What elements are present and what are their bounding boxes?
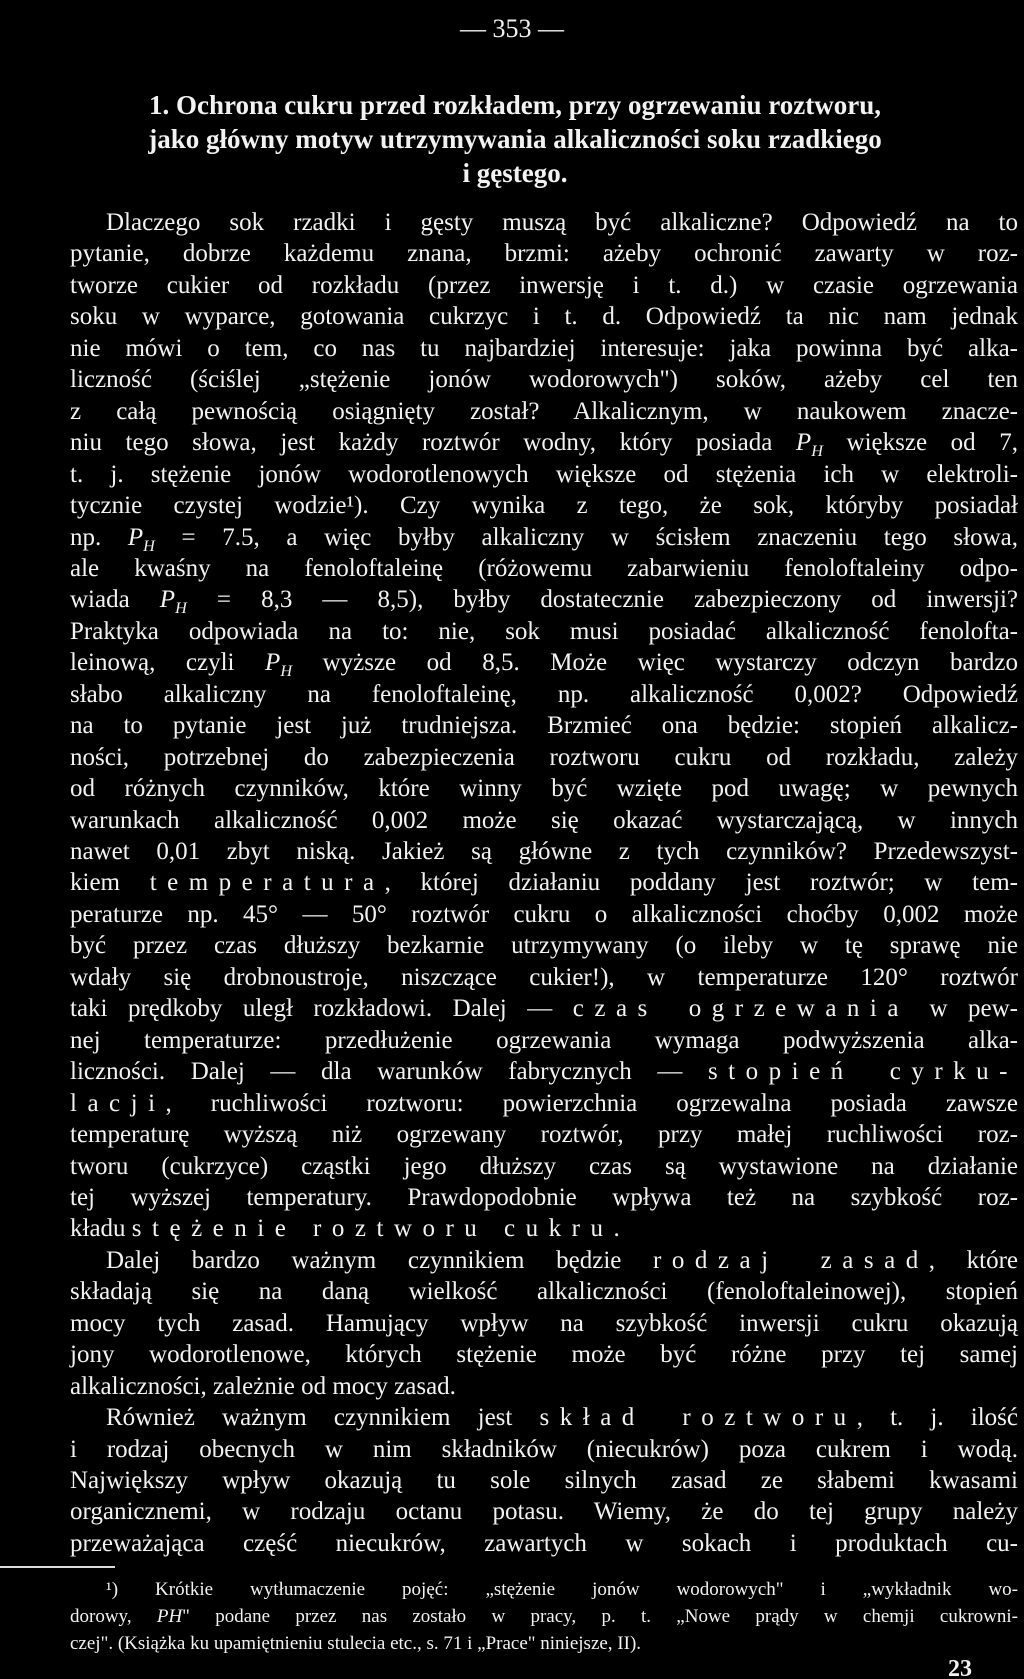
text-run: t. j. stężenie jonów wodorotlenowych większe od stężenia ich w elektroli- <box>70 460 1018 488</box>
text-run: = 8,3 — 8,5), byłby dostatecznie zabezpieczony od inwersji? <box>186 586 1018 614</box>
body-line <box>70 271 1018 301</box>
text-run: , które <box>928 1246 1018 1274</box>
text-run: soku w wyparce, gotowania cukrzyc i t. d. Odpowiedź ta nic nam jednak <box>70 303 1018 331</box>
italic-text: PH <box>156 1606 183 1627</box>
text-run: mocy tych zasad. Hamujący wpływ na szybkość inwersji cukru okazują <box>70 1309 1018 1337</box>
text-run: tworu (cukrzyce) cząstki jego dłuższy czas są wystawione na działanie <box>70 1152 1018 1180</box>
title-line: 1. Ochrona cukru przed rozkładem, przy ogrzewaniu roztworu, <box>149 90 881 120</box>
text-run: np. <box>70 523 128 551</box>
text-run: nie mówi o tem, co nas tu najbardziej interesuje: jaka powinna być alka- <box>70 334 1018 362</box>
text-run: liczność (ściślej „stężenie jonów wodorowych") soków, ażeby cel ten <box>70 366 1018 394</box>
text-run: nej temperaturze: przedłużenie ogrzewania wymaga podwyższenia alka- <box>70 1026 1018 1054</box>
title-line: i gęstego. <box>462 158 568 188</box>
body-line <box>70 1089 1018 1119</box>
ph-symbol: $P_H$ <box>795 429 823 461</box>
body-line <box>70 774 1018 804</box>
ph-symbol: $P_H$ <box>265 649 293 681</box>
text-run: = 7.5, a więc byłby alkaliczny w ścisłem znaczeniu tego słowa, <box>154 523 1018 551</box>
text-run: kiem <box>70 869 150 897</box>
body-line <box>70 994 1018 1024</box>
spaced-emphasis: stężenie roztworu cukru <box>131 1215 614 1243</box>
title-line: jako główny motyw utrzymywania alkaliczności soku rzadkiego <box>148 124 882 154</box>
text-run: w pew- <box>908 995 1019 1023</box>
text-run: tworze cukier od rozkładu (przez inwersję i t. d.) w czasie ogrzewania <box>70 271 1018 299</box>
text-run: alkaliczności, zależnie od mocy zasad. <box>70 1372 456 1400</box>
text-run: peraturze np. 45° — 50° roztwór cukru o alkaliczności choćby 0,002 może <box>70 900 1018 928</box>
body-line <box>70 1026 1018 1056</box>
text-run: tycznie czystej wodzie¹). Czy wynika z tego, że sok, któryby posiadał <box>70 492 1018 520</box>
text-run: czej". (Książka ku upamiętnieniu stulecia etc., s. 71 i „Prace" niniejsze, II). <box>70 1633 642 1654</box>
body-line <box>70 239 1018 269</box>
body-line <box>70 208 1018 238</box>
spaced-emphasis: lacji <box>70 1089 166 1117</box>
body-line <box>70 460 1018 490</box>
body-line <box>70 931 1018 961</box>
body-line <box>70 1246 1018 1276</box>
body-line <box>70 302 1018 332</box>
text-run: wyższe od 8,5. Może więc wystarczy odczyn bardzo <box>292 649 1018 677</box>
text-run: Również ważnym czynnikiem jest <box>106 1404 540 1432</box>
text-run: wdały się drobnoustroje, niszczące cukier!), w temperaturze 120° roztwór <box>70 963 1018 991</box>
text-run: niu tego słowa, jest każdy roztwór wodny, który posiada <box>70 429 796 457</box>
body-line <box>70 1497 1018 1527</box>
body-line <box>70 1529 1018 1559</box>
body-line <box>70 1214 1018 1244</box>
text-run: od różnych czynników, które winny być wzięte pod uwagę; w pewnych <box>70 775 1018 803</box>
text-run: leinową, czyli <box>70 649 266 677</box>
spaced-emphasis: temperatura <box>149 869 385 897</box>
body-line <box>70 1183 1018 1213</box>
text-run: ale kwaśny na fenoloftaleinę (różowemu zabarwieniu fenoloftaleiny odpo- <box>70 554 1018 582</box>
text-run: warunkach alkaliczność 0,002 może się okazać wystarczającą, w innych <box>70 806 1018 834</box>
body-line <box>70 554 1018 584</box>
body-line <box>70 365 1018 395</box>
text-run: tej wyższej temperatury. Prawdopodobnie wpływa też na szybkość roz- <box>70 1183 1018 1211</box>
text-run: liczności. Dalej — dla warunków fabrycznych — <box>70 1058 708 1086</box>
text-run: , której działaniu poddany jest roztwór; w tem- <box>384 869 1018 897</box>
body-line <box>70 1309 1018 1339</box>
text-run: Największy wpływ okazują tu sole silnych zasad ze słabemi kwasami <box>70 1467 1018 1494</box>
body-line <box>70 334 1018 364</box>
body-line <box>70 680 1018 710</box>
section-title <box>80 88 950 190</box>
text-run: i rodzaj obecnych w nim składników (niecukrów) poza cukrem i wodą. <box>70 1435 1018 1463</box>
text-run: ¹) Krótkie wytłumaczenie pojęć: „stężenie jonów wodorowych" i „wykładnik wo- <box>106 1579 1018 1600</box>
text-run: nawet 0,01 zbyt niską. Jakież są główne z tych czynników? Przedewszyst- <box>70 838 1018 865</box>
body-line <box>70 1372 1018 1402</box>
text-run: organicznemi, w rodzaju octanu potasu. Wiemy, że do tej grupy należy <box>70 1498 1018 1526</box>
body-line <box>70 1466 1018 1496</box>
body-line <box>70 743 1018 773</box>
text-run: " podane przez nas zostało w pracy, p. t. „Nowe prądy w chemji cukrowni- <box>182 1606 1018 1627</box>
body-line <box>70 1435 1018 1465</box>
body-line <box>70 1403 1018 1433</box>
spaced-emphasis: stopień cyrku- <box>707 1058 1019 1086</box>
text-run: z całą pewnością osiągnięty został? Alkalicznym, w naukowem znacze- <box>70 397 1018 425</box>
body-line <box>70 806 1018 836</box>
text-run: Praktyka odpowiada na to: nie, sok musi posiadać alkaliczność fenolofta- <box>70 617 1018 645</box>
text-run: temperaturę wyższą niż ogrzewany roztwór, przy małej ruchliwości roz- <box>70 1121 1018 1149</box>
text-run: jony wodorotlenowe, których stężenie może być różne przy tej samej <box>70 1341 1018 1369</box>
text-run: na to pytanie jest już trudniejsza. Brzmieć ona będzie: stopień alkalicz- <box>70 712 1018 740</box>
text-run: ności, potrzebnej do zabezpieczenia roztworu cukru od rozkładu, zależy <box>70 743 1018 771</box>
text-run: . <box>613 1215 620 1243</box>
body-line <box>70 1340 1018 1370</box>
body-line <box>70 397 1018 427</box>
body-line <box>70 900 1018 930</box>
text-run: składają się na daną wielkość alkaliczności (fenoloftaleinowej), stopień <box>70 1278 1018 1306</box>
footnote-divider <box>0 1566 115 1568</box>
body-line <box>70 711 1018 741</box>
text-run: słabo alkaliczny na fenoloftaleinę, np. alkaliczność 0,002? Odpowiedź <box>70 680 1018 708</box>
text-run: przeważająca część niecukrów, zawartych w sokach i produktach cu- <box>70 1529 1018 1557</box>
spaced-emphasis: skład roztworu <box>539 1404 857 1432</box>
body-line <box>70 1057 1018 1087</box>
text-run: kładu <box>70 1215 132 1243</box>
text-run: pytanie, dobrze każdemu znana, brzmi: ażeby ochronić zawarty w roz- <box>70 240 1018 268</box>
spaced-emphasis: rodzaj zasad <box>653 1246 929 1274</box>
body-line <box>70 837 1018 867</box>
text-run: Dlaczego sok rzadki i gęsty muszą być alkaliczne? Odpowiedź na to <box>106 209 1018 236</box>
footnote-line <box>70 1604 1018 1630</box>
footnote-line <box>70 1631 1018 1657</box>
text-run: być przez czas dłuższy bezkarnie utrzymywany (o ileby w tę sprawę nie <box>70 932 1018 960</box>
ph-symbol: $P_H$ <box>127 523 155 555</box>
body-line <box>70 1120 1018 1150</box>
text-run: wiada <box>70 586 160 614</box>
text-run: , t. j. ilość <box>856 1404 1018 1432</box>
text-run: większe od 7, <box>822 429 1018 457</box>
body-line <box>70 868 1018 898</box>
body-line <box>70 963 1018 993</box>
body-line <box>70 617 1018 647</box>
footnote-line <box>70 1577 1018 1603</box>
body-line <box>70 491 1018 521</box>
body-line <box>70 1277 1018 1307</box>
text-run: Dalej bardzo ważnym czynnikiem będzie <box>106 1246 654 1274</box>
text-run: , ruchliwości roztworu: powierzchnia ogrzewalna posiada zawsze <box>165 1089 1018 1117</box>
text-run: taki prędkoby uległ rozkładowi. Dalej — <box>70 995 573 1023</box>
body-line <box>70 1152 1018 1182</box>
text-run: dorowy, <box>70 1606 157 1627</box>
ph-symbol: $P_H$ <box>159 586 187 618</box>
spaced-emphasis: czas ogrzewania <box>572 995 909 1023</box>
signature-mark: 23 <box>948 1656 972 1679</box>
page-number-header: — 353 — <box>460 14 564 43</box>
